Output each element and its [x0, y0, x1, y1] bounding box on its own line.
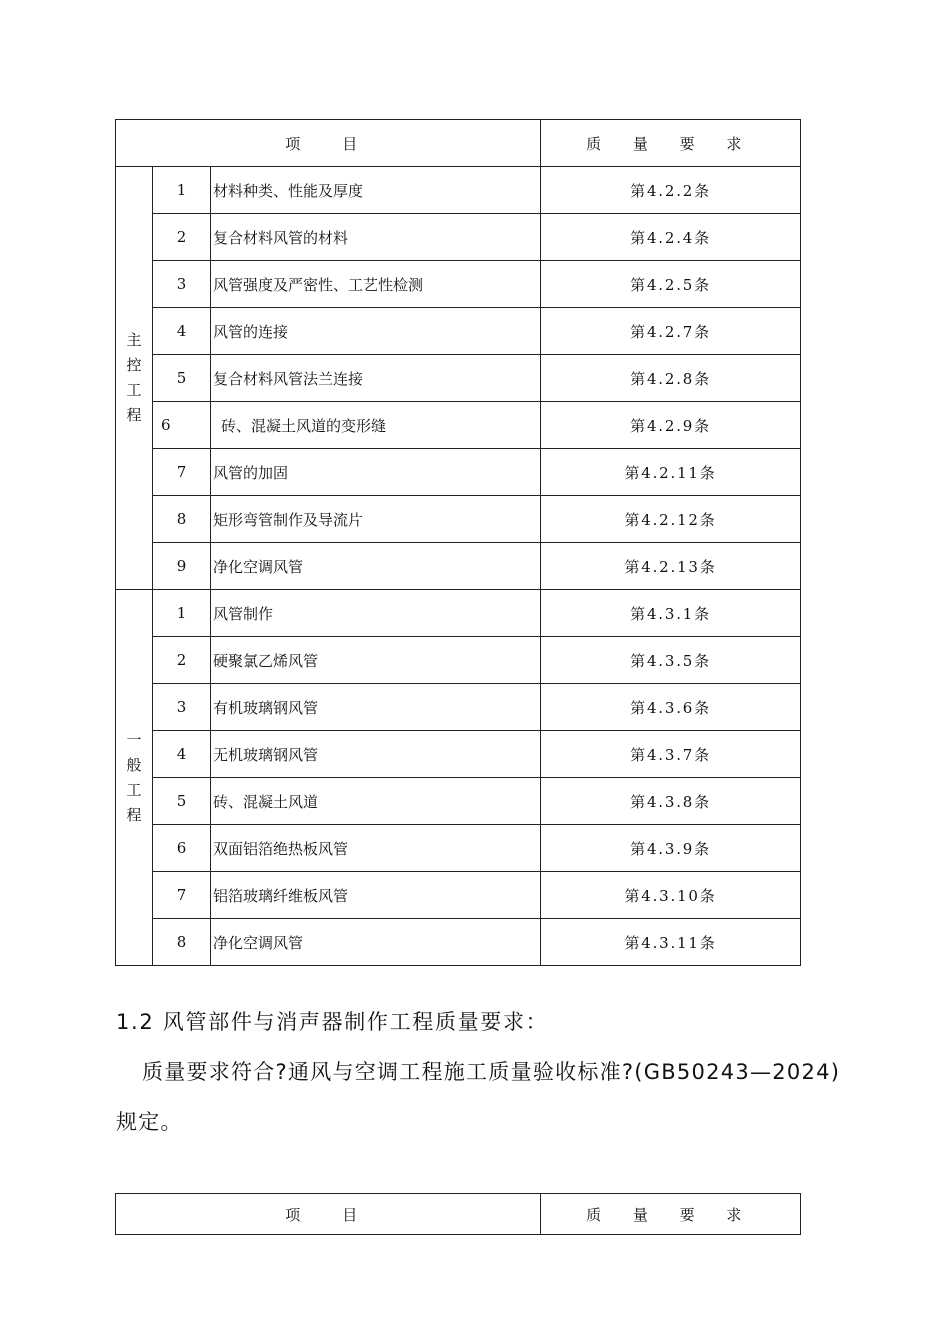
row-item: 复合材料风管的材料	[211, 214, 541, 261]
row-requirement: 第4.2.13条	[541, 543, 801, 590]
row-number: 1	[153, 167, 211, 214]
table-row	[116, 543, 801, 590]
table-row	[116, 684, 801, 731]
row-item: 材料种类、性能及厚度	[211, 167, 541, 214]
row-requirement: 第4.3.1条	[541, 590, 801, 637]
row-number: 5	[153, 355, 211, 402]
row-item: 砖、混凝土风道	[211, 778, 541, 825]
table-header-row	[116, 120, 801, 167]
group-label-char: 工	[126, 780, 142, 799]
header-item: 项 目	[116, 1194, 541, 1235]
row-number: 6	[153, 825, 211, 872]
table-header-row	[116, 1194, 801, 1235]
row-requirement: 第4.3.11条	[541, 919, 801, 966]
row-number: 3	[153, 684, 211, 731]
group-label-char: 主	[126, 331, 142, 349]
group-label-char: 控	[126, 356, 142, 374]
table-row	[116, 919, 801, 966]
row-requirement: 第4.3.6条	[541, 684, 801, 731]
row-item: 无机玻璃钢风管	[211, 731, 541, 778]
row-requirement: 第4.3.5条	[541, 637, 801, 684]
row-number: 6	[153, 402, 211, 449]
table-row	[116, 637, 801, 684]
row-item: 砖、混凝土风道的变形缝	[211, 402, 541, 449]
row-number: 7	[153, 449, 211, 496]
row-item: 复合材料风管法兰连接	[211, 355, 541, 402]
section-paragraph: 质量要求符合?通风与空调工程施工质量验收标准?(GB50243—2024)规定。	[116, 1060, 841, 1134]
row-number: 8	[153, 496, 211, 543]
row-number: 4	[153, 308, 211, 355]
row-number: 3	[153, 261, 211, 308]
group-label-char: 程	[126, 406, 142, 424]
row-number: 2	[153, 214, 211, 261]
row-requirement: 第4.3.7条	[541, 731, 801, 778]
group-label-char: 般	[126, 755, 142, 774]
row-number: 9	[153, 543, 211, 590]
row-number: 8	[153, 919, 211, 966]
row-requirement: 第4.2.2条	[541, 167, 801, 214]
row-item: 风管的加固	[211, 449, 541, 496]
group-label-char: 工	[126, 381, 142, 399]
row-requirement: 第4.2.7条	[541, 308, 801, 355]
row-requirement: 第4.2.11条	[541, 449, 801, 496]
row-number: 7	[153, 872, 211, 919]
header-requirement: 质 量 要 求	[541, 1194, 801, 1235]
row-item: 风管的连接	[211, 308, 541, 355]
row-requirement: 第4.2.5条	[541, 261, 801, 308]
row-requirement: 第4.3.10条	[541, 872, 801, 919]
table-row	[116, 872, 801, 919]
row-item: 净化空调风管	[211, 543, 541, 590]
row-requirement: 第4.3.9条	[541, 825, 801, 872]
row-requirement: 第4.2.12条	[541, 496, 801, 543]
table-row	[116, 496, 801, 543]
table-row	[116, 402, 801, 449]
row-requirement: 第4.3.8条	[541, 778, 801, 825]
row-item: 风管强度及严密性、工艺性检测	[211, 261, 541, 308]
table-row	[116, 355, 801, 402]
group-label	[116, 590, 153, 966]
group-label	[116, 167, 153, 590]
header-item: 项 目	[116, 120, 541, 167]
table-row	[116, 214, 801, 261]
row-item: 铝箔玻璃纤维板风管	[211, 872, 541, 919]
section-heading: 1.2 风管部件与消声器制作工程质量要求：	[116, 1010, 549, 1034]
table-row	[116, 590, 801, 637]
row-requirement: 第4.2.8条	[541, 355, 801, 402]
table-row	[116, 731, 801, 778]
table-row	[116, 778, 801, 825]
row-number: 2	[153, 637, 211, 684]
table-row	[116, 308, 801, 355]
components-requirements-table	[115, 1193, 801, 1235]
table-row	[116, 449, 801, 496]
row-number: 1	[153, 590, 211, 637]
table-row	[116, 825, 801, 872]
header-requirement: 质 量 要 求	[541, 120, 801, 167]
row-item: 硬聚氯乙烯风管	[211, 637, 541, 684]
table-row	[116, 167, 801, 214]
row-item: 风管制作	[211, 590, 541, 637]
row-item: 矩形弯管制作及导流片	[211, 496, 541, 543]
quality-requirements-table	[115, 119, 801, 966]
row-item: 有机玻璃钢风管	[211, 684, 541, 731]
table-row	[116, 261, 801, 308]
row-requirement: 第4.2.4条	[541, 214, 801, 261]
row-requirement: 第4.2.9条	[541, 402, 801, 449]
row-item: 双面铝箔绝热板风管	[211, 825, 541, 872]
group-label-char: 一	[126, 730, 142, 749]
row-item: 净化空调风管	[211, 919, 541, 966]
row-number: 4	[153, 731, 211, 778]
row-number: 5	[153, 778, 211, 825]
group-label-char: 程	[126, 805, 142, 824]
